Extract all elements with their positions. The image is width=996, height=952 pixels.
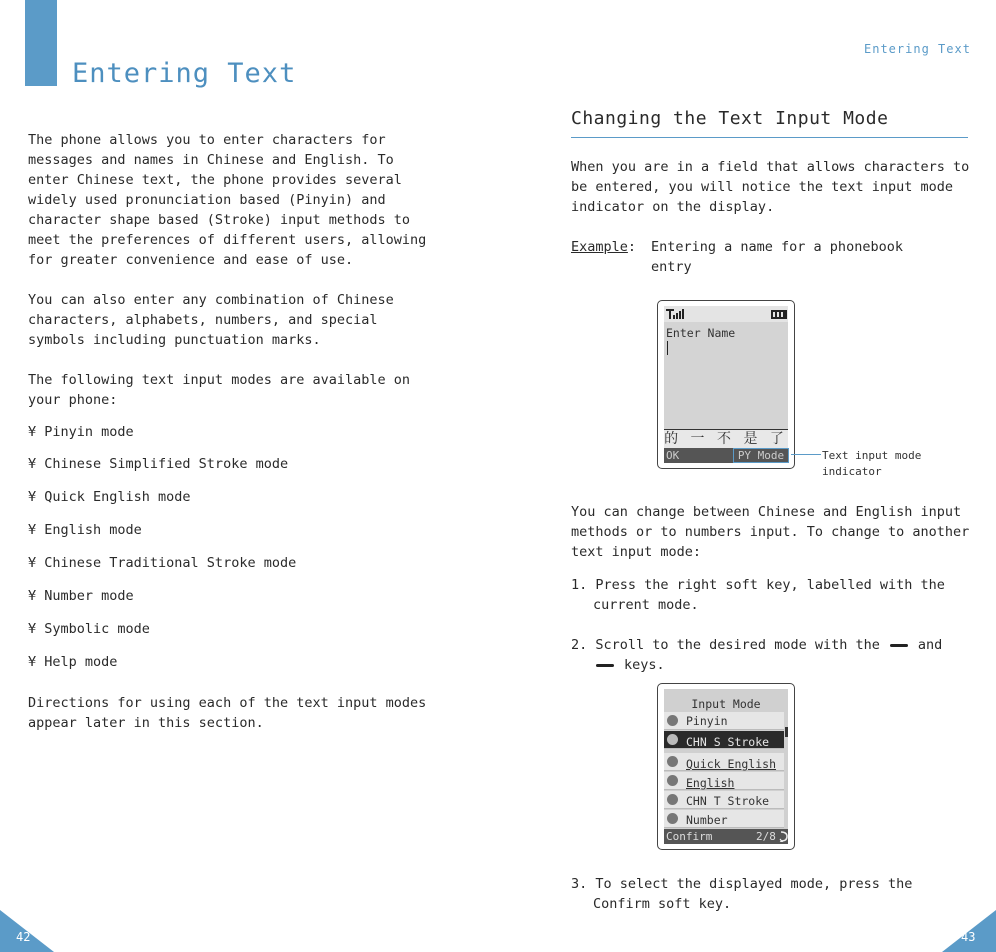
mode-option-chn-t-stroke[interactable] [664,791,784,809]
combination-paragraph: You can also enter any combination of Chinese characters, alphabets, numbers, and special symbols including punctuation marks. [28,292,394,348]
section-divider [571,137,968,138]
ok-soft-key[interactable]: OK [666,449,680,462]
running-head: Entering Text [864,42,971,56]
step-2 [571,635,971,655]
example-label: Example: [571,239,637,255]
screen-display [664,306,788,463]
step-3-line-1: 3. To select the displayed mode, press the [571,876,913,892]
confirm-soft-key[interactable]: Confirm [666,830,713,843]
mode-list-item: ¥ Help mode [28,654,118,670]
step-2-text: 2. Scroll to the desired mode with the [571,637,880,653]
mode-option-chn-s-stroke[interactable] [664,731,784,749]
input-mode-heading: Input Mode [691,697,761,711]
page-number-right: 43 [961,930,976,944]
screen-display [664,689,788,844]
option-bullet-icon [667,794,678,805]
option-label: Number [686,813,728,827]
mode-list-item: ¥ Quick English mode [28,489,191,505]
page-title: Entering Text [72,58,297,89]
option-label: Pinyin [686,714,728,728]
step-3-line-2: Confirm soft key. [593,896,732,912]
option-label: CHN T Stroke [686,794,770,808]
step-3 [571,874,951,914]
enter-name-label: Enter Name [666,326,736,340]
candidate-bar[interactable]: 的 一 不 是 了 [664,431,788,447]
status-icons [664,306,788,322]
when-paragraph: When you are in a field that allows characters to be entered, you will notice the text input mode indicator on the display. [571,159,970,215]
status-bar [664,306,788,322]
battery-icon [771,310,787,319]
mode-option-number[interactable] [664,810,784,828]
mode-list-item: ¥ Chinese Simplified Stroke mode [28,456,289,472]
up-key-icon [890,644,908,647]
example-text: Entering a name for a phonebook entry [651,239,903,275]
intro-paragraph: The phone allows you to enter characters for messages and names in Chinese and English. To enter Chinese text, the phone provides several widely used pronunciation based (Pinyin) and character shape based (Stroke) input methods to meet the preferences of different users, allowing for greater convenience and ease of use. [28,132,427,268]
callout-line [791,454,821,455]
phone-screen-input-mode [657,683,795,850]
mode-list-item: ¥ Number mode [28,588,134,604]
page-number-left: 42 [16,930,31,944]
option-bullet-icon [667,756,678,767]
modes-intro-paragraph: The following text input modes are available on your phone: [28,372,411,408]
change-paragraph: You can change between Chinese and English input methods or to numbers input. To change to another text input mode: [571,504,970,560]
mode-list-item: ¥ Pinyin mode [28,424,134,440]
mode-option-pinyin[interactable] [664,712,784,730]
option-label: English [686,776,735,790]
option-label: CHN S Stroke [686,735,770,749]
soft-key-bar [664,448,788,463]
directions-paragraph: Directions for using each of the text input modes appear later in this section. [28,695,427,731]
mode-list-item: ¥ Chinese Traditional Stroke mode [28,555,297,571]
option-bullet-icon [667,813,678,824]
section-title: Changing the Text Input Mode [571,108,889,129]
mode-list-item: ¥ Symbolic mode [28,621,150,637]
scrollbar-thumb[interactable] [785,727,788,737]
phone-screen-enter-name [657,300,795,469]
callout-label: Text input mode indicator [822,449,922,478]
step-2-and: and [917,637,943,653]
mode-option-quick-english[interactable] [664,753,784,771]
mode-list-item: ¥ English mode [28,522,142,538]
down-key-icon [596,664,614,667]
back-arrow-icon[interactable] [779,831,788,842]
option-bullet-icon [667,775,678,786]
example-label-text: Example [571,239,628,255]
option-bullet-icon [667,715,678,726]
soft-key-bar [664,829,788,844]
py-mode-soft-key[interactable]: PY Mode [733,448,789,463]
item-counter: 2/8 [756,830,776,843]
step-2-keys: keys. [624,657,665,673]
option-label: Quick English [686,757,777,771]
mode-option-english[interactable] [664,772,784,790]
step-1: 1. Press the right soft key, labelled with the current mode. [571,577,945,613]
text-cursor [667,341,668,355]
option-bullet-icon [667,734,678,745]
chapter-tab-bar [25,0,57,86]
step-2-line-2 [593,655,665,675]
signal-icon [666,309,684,319]
